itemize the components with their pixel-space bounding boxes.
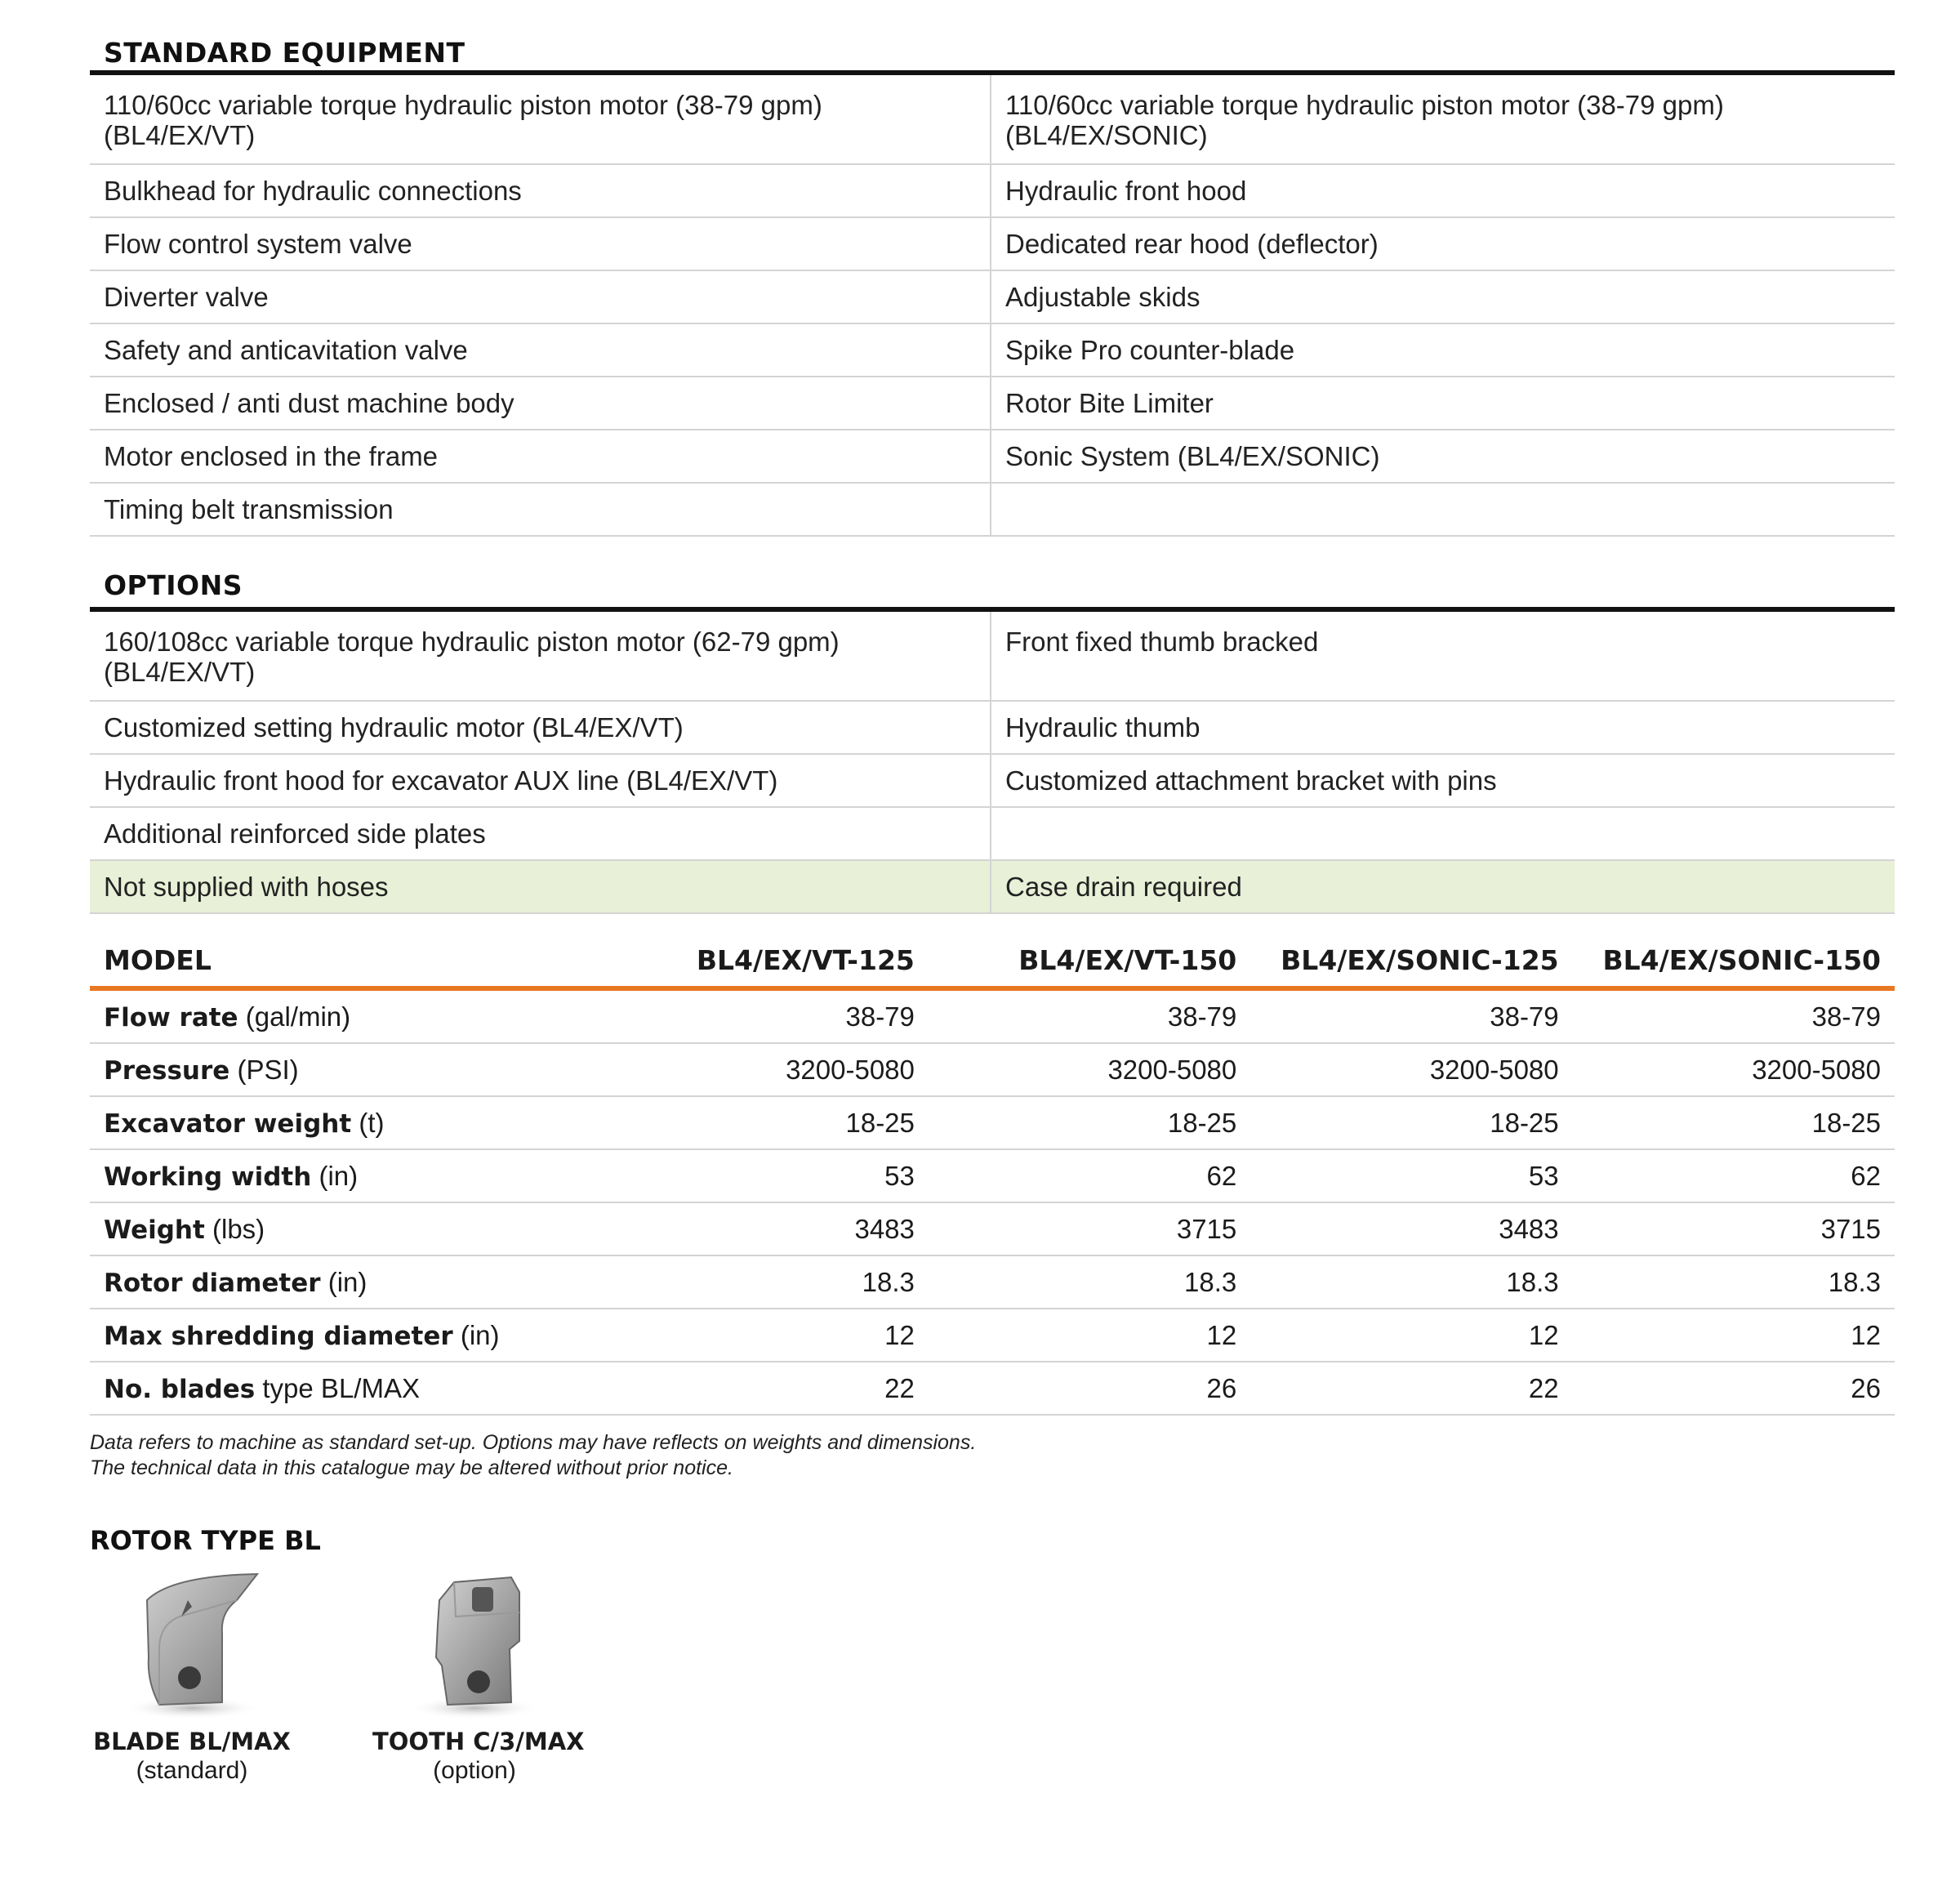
options-grid (90, 612, 1895, 914)
spec-value: 38-79 (1167, 1001, 1237, 1032)
spec-name: Flow rate (104, 1002, 238, 1032)
tooth-icon (372, 1568, 577, 1723)
spec-name: Pressure (104, 1055, 230, 1086)
spec-name: No. blades (104, 1374, 256, 1404)
blade-icon (90, 1568, 294, 1723)
spec-unit: (t) (359, 1107, 385, 1138)
standard-equipment-item: Safety and anticavitation valve (90, 324, 991, 377)
spec-label (90, 1055, 607, 1086)
spec-value: 26 (1206, 1372, 1237, 1403)
rotor-types (90, 1568, 1895, 1785)
standard-equipment-item (991, 484, 1895, 537)
spec-sheet (90, 0, 1895, 1785)
model-name: BL4/EX/SONIC-150 (1602, 944, 1882, 976)
spec-name: Rotor diameter (104, 1268, 321, 1298)
table-row (90, 1309, 1895, 1362)
spec-value: 38-79 (1811, 1001, 1882, 1032)
spec-value: 18-25 (1167, 1107, 1237, 1138)
spec-label (90, 1214, 607, 1245)
table-row (90, 1256, 1895, 1309)
spec-value: 3483 (1499, 1213, 1559, 1244)
spec-value: 12 (884, 1319, 915, 1350)
standard-equipment-item: Enclosed / anti dust machine body (90, 377, 991, 430)
spec-name: Working width (104, 1162, 312, 1192)
spec-unit: (lbs) (212, 1213, 265, 1244)
spec-value: 18.3 (1506, 1266, 1559, 1297)
model-table-body (90, 991, 1895, 1416)
spec-label (90, 1267, 607, 1298)
rotor-name: TOOTH C/3/MAX (372, 1728, 585, 1755)
spec-label (90, 1373, 607, 1404)
rotor-tooth (372, 1568, 585, 1785)
spec-unit: (in) (318, 1160, 359, 1191)
spec-unit: type BL/MAX (262, 1372, 420, 1403)
spec-name: Max shredding diameter (104, 1321, 453, 1351)
spec-value: 22 (884, 1372, 915, 1403)
model-name: BL4/EX/VT-125 (696, 944, 915, 976)
spec-value: 12 (1851, 1319, 1882, 1350)
spec-value: 53 (1528, 1160, 1559, 1191)
spec-value: 26 (1851, 1372, 1882, 1403)
spec-unit: (in) (327, 1266, 368, 1297)
model-table-header (90, 927, 1895, 986)
spec-unit: (PSI) (237, 1054, 299, 1085)
spec-value: 18-25 (1811, 1107, 1882, 1138)
standard-equipment-item: Flow control system valve (90, 218, 991, 271)
options-item: Not supplied with hoses (90, 861, 991, 914)
rotor-name: BLADE BL/MAX (93, 1728, 291, 1755)
standard-equipment-item: Rotor Bite Limiter (991, 377, 1895, 430)
spec-value: 18-25 (845, 1107, 915, 1138)
standard-equipment-item: Diverter valve (90, 271, 991, 324)
table-row (90, 1362, 1895, 1416)
spec-value: 3200-5080 (1107, 1054, 1237, 1085)
options-item: Customized setting hydraulic motor (BL4/EX/VT) (90, 702, 991, 755)
spec-value: 18.3 (862, 1266, 915, 1297)
spec-value: 22 (1528, 1372, 1559, 1403)
spec-value: 12 (1528, 1319, 1559, 1350)
rotor-blade (90, 1568, 294, 1785)
standard-equipment-item: Sonic System (BL4/EX/SONIC) (991, 430, 1895, 484)
standard-equipment-title: STANDARD EQUIPMENT (104, 37, 466, 69)
options-item: 160/108cc variable torque hydraulic piston motor (62-79 gpm) (BL4/EX/VT) (90, 612, 991, 702)
options-item (991, 808, 1895, 861)
standard-equipment-grid (90, 75, 1895, 537)
table-row (90, 1203, 1895, 1256)
standard-equipment-item: 110/60cc variable torque hydraulic piston motor (38-79 gpm) (BL4/EX/VT) (90, 75, 991, 165)
table-row (90, 1097, 1895, 1150)
spec-value: 38-79 (1490, 1001, 1559, 1032)
spec-value: 3715 (1176, 1213, 1237, 1244)
options-item: Front fixed thumb bracked (991, 612, 1895, 702)
footnote-line: The technical data in this catalogue may be altered without prior notice. (90, 1456, 733, 1479)
options-item: Hydraulic front hood for excavator AUX line (BL4/EX/VT) (90, 755, 991, 808)
table-row (90, 1044, 1895, 1097)
footnote-line: Data refers to machine as standard set-up. Options may have reflects on weights and dimensions. (90, 1431, 977, 1454)
standard-equipment-item: Spike Pro counter-blade (991, 324, 1895, 377)
options-item: Customized attachment bracket with pins (991, 755, 1895, 808)
spec-label (90, 1161, 607, 1192)
spec-unit: (in) (460, 1319, 500, 1350)
spec-name: Excavator weight (104, 1108, 352, 1139)
standard-equipment-item: 110/60cc variable torque hydraulic piston motor (38-79 gpm) (BL4/EX/SONIC) (991, 75, 1895, 165)
spec-unit: (gal/min) (245, 1001, 351, 1032)
spec-value: 62 (1206, 1160, 1237, 1191)
standard-equipment-item: Motor enclosed in the frame (90, 430, 991, 484)
spec-label (90, 1001, 607, 1032)
options-item: Additional reinforced side plates (90, 808, 991, 861)
spec-value: 18.3 (1828, 1266, 1882, 1297)
table-row (90, 991, 1895, 1044)
spec-value: 62 (1851, 1160, 1882, 1191)
model-header-label: MODEL (104, 944, 212, 976)
standard-equipment-item: Hydraulic front hood (991, 165, 1895, 218)
spec-value: 18-25 (1490, 1107, 1559, 1138)
spec-label (90, 1320, 607, 1351)
rotor-sub: (standard) (136, 1757, 248, 1784)
options-item: Case drain required (991, 861, 1895, 914)
spec-value: 12 (1206, 1319, 1237, 1350)
spec-value: 53 (884, 1160, 915, 1191)
spec-value: 3200-5080 (1752, 1054, 1882, 1085)
standard-equipment-item: Adjustable skids (991, 271, 1895, 324)
rotor-type-title: ROTOR TYPE BL (90, 1525, 321, 1556)
standard-equipment-item: Timing belt transmission (90, 484, 991, 537)
options-title: OPTIONS (104, 569, 243, 601)
standard-equipment-item: Dedicated rear hood (deflector) (991, 218, 1895, 271)
model-name: BL4/EX/VT-150 (1018, 944, 1237, 976)
spec-value: 18.3 (1184, 1266, 1237, 1297)
spec-value: 38-79 (845, 1001, 915, 1032)
table-row (90, 1150, 1895, 1203)
spec-name: Weight (104, 1215, 205, 1245)
spec-value: 3715 (1820, 1213, 1882, 1244)
spec-value: 3200-5080 (1429, 1054, 1559, 1085)
spec-value: 3200-5080 (786, 1054, 915, 1085)
options-item: Hydraulic thumb (991, 702, 1895, 755)
model-name: BL4/EX/SONIC-125 (1281, 944, 1559, 976)
spec-value: 3483 (854, 1213, 915, 1244)
standard-equipment-item: Bulkhead for hydraulic connections (90, 165, 991, 218)
footnote (90, 1430, 1895, 1481)
rotor-sub: (option) (433, 1757, 516, 1784)
spec-label (90, 1108, 607, 1139)
